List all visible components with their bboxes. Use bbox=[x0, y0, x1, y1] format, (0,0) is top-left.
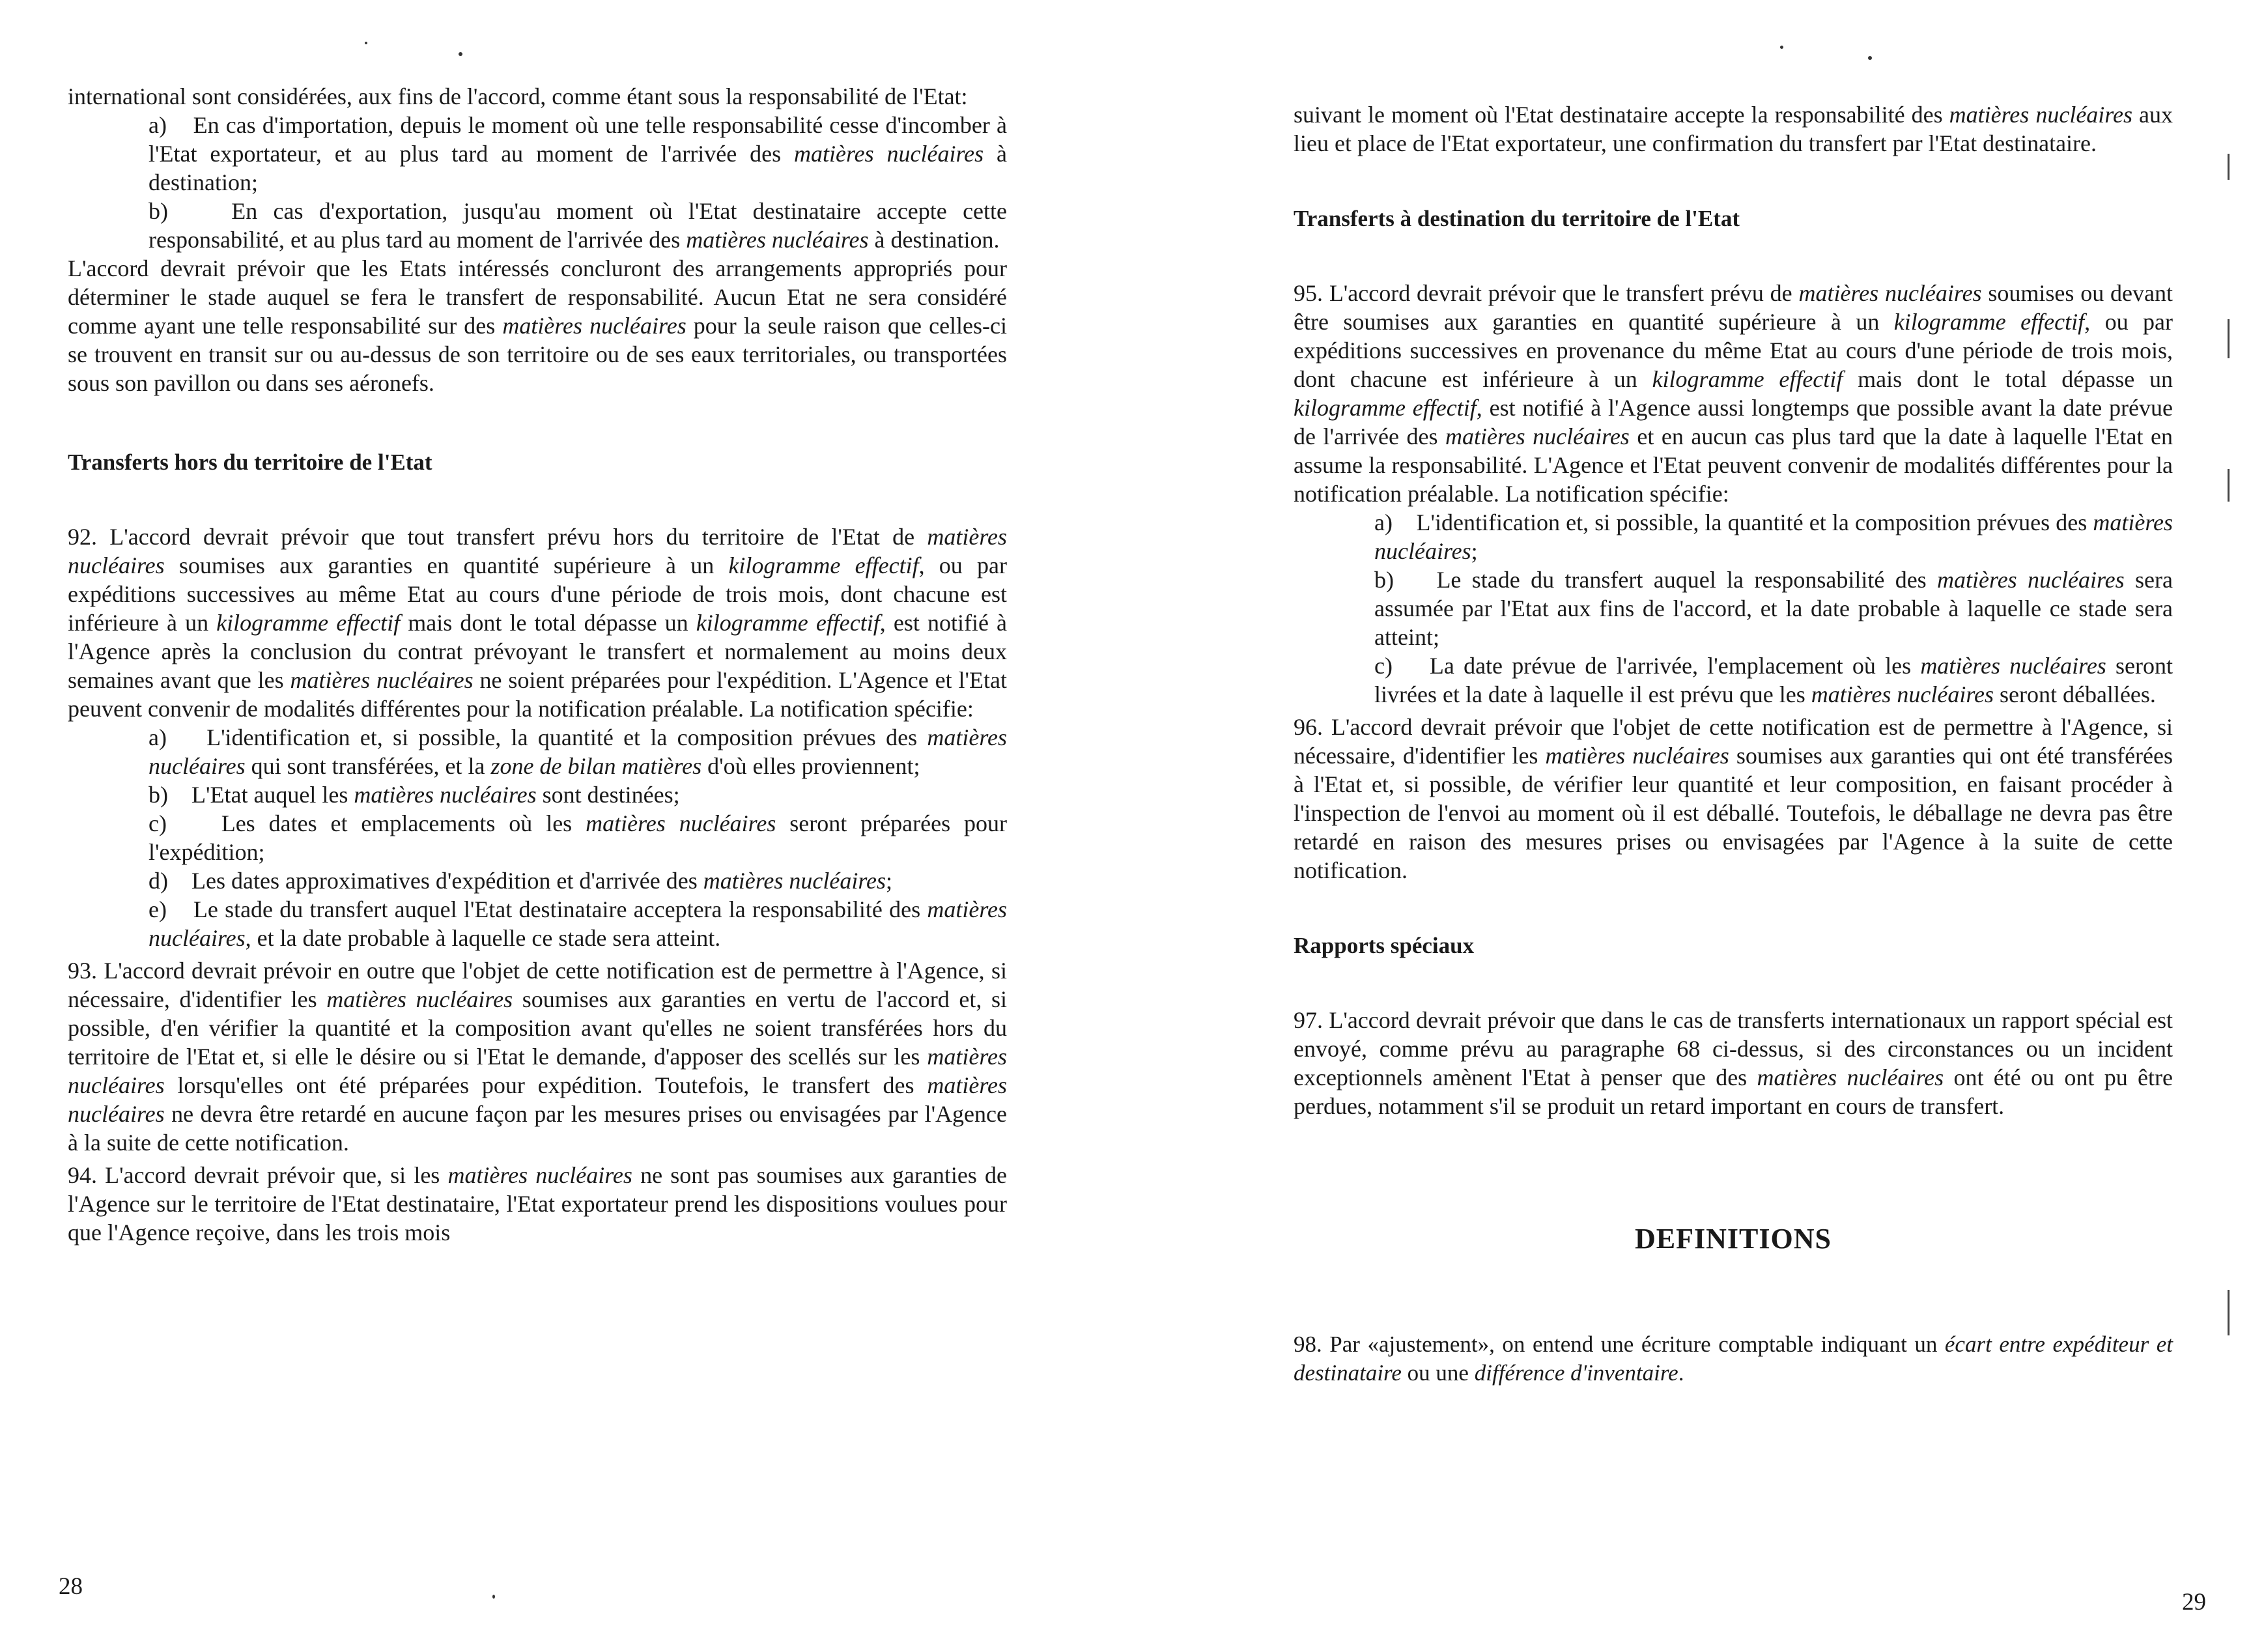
list-item-text: L'identification et, si possible, la quantité et la composition prévues des matières nucléaires; bbox=[1374, 509, 2173, 564]
list-marker: b) bbox=[149, 782, 168, 808]
speck bbox=[459, 52, 462, 56]
list-item-text: Le stade du transfert auquel la responsabilité des matières nucléaires sera assumée par l'Etat aux fins de l'accord, et la date probable à laquelle ce stade sera atteint; bbox=[1374, 567, 2173, 650]
paragraph-98: 98. Par «ajustement», on entend une écriture comptable indiquant un écart entre expéditeur et destinataire ou une différence d'inventaire. bbox=[1294, 1332, 2173, 1386]
list-marker: c) bbox=[1374, 653, 1393, 679]
list-marker: c) bbox=[149, 810, 167, 836]
margin-mark bbox=[2228, 1290, 2230, 1335]
list-marker: a) bbox=[149, 112, 167, 138]
intro-paragraph: international sont considérées, aux fins de l'accord, comme étant sous la responsabilité de l'Etat: bbox=[68, 83, 968, 109]
right-page bbox=[1126, 0, 2251, 1652]
list-item-text: L'Etat auquel les matières nucléaires sont destinées; bbox=[191, 782, 680, 808]
list-marker: a) bbox=[149, 724, 167, 750]
list-item-text: En cas d'importation, depuis le moment où une telle responsabilité cesse d'incomber à l'Etat exportateur, et au plus tard au moment de l'arrivée des matières nucléaires à destination; bbox=[149, 112, 1008, 195]
list-item bbox=[149, 866, 1007, 895]
section-heading: Transferts à destination du territoire de l'Etat bbox=[1294, 206, 1740, 231]
paragraph-95: 95. L'accord devrait prévoir que le transfert prévu de matières nucléaires soumises ou devant être soumises aux garanties en quantité supérieure à un kilogramme effectif, ou par expéditions successives en provenance du même Etat au cours d'une période de trois mois, dont chacune est inférieure à un kilogramme effectif mais dont le total dépasse un kilogramme effectif, est notifié à l'Agence aussi longtemps que possible avant la date prévue de l'arrivée des matières nucléaires et en aucun cas plus tard que la date à laquelle l'Etat en assume la responsabilité. L'Agence et l'Etat peuvent convenir de modalités différentes pour la notification préalable. La notification spécifie: bbox=[1294, 280, 2173, 507]
list-marker: e) bbox=[149, 896, 167, 922]
list-item bbox=[1374, 565, 2173, 651]
margin-mark bbox=[2228, 469, 2230, 502]
left-text-column bbox=[68, 82, 1007, 1247]
list-item-text: Les dates et emplacements où les matières nucléaires seront préparées pour l'expédition; bbox=[149, 810, 1008, 865]
list-item-text: En cas d'exportation, jusqu'au moment où l'Etat destinataire accepte cette responsabilité, et au plus tard au moment de l'arrivée des matières nucléaires à destination. bbox=[149, 198, 1008, 253]
paragraph-96: 96. L'accord devrait prévoir que l'objet de cette notification est de permettre à l'Agence, si nécessaire, d'identifier les matières nucléaires soumises aux garanties qui ont été transférées à l'Etat et, si possible, de vérifier leur quantité et leur composition, en faisant procéder à l'inspection de l'envoi au moment où il est déballé. Toutefois, le déballage ne devra pas être retardé en raison des mesures prises ou envisagées par l'Agence à la suite de cette notification. bbox=[1294, 714, 2173, 883]
paragraph-94: 94. L'accord devrait prévoir que, si les matières nucléaires ne sont pas soumises aux garanties de l'Agence sur le territoire de l'Etat destinataire, l'Etat exportateur prend les dispositions voulues pour que l'Agence reçoive, dans les trois mois bbox=[68, 1162, 1007, 1246]
margin-mark bbox=[2228, 154, 2230, 180]
right-text-column bbox=[1294, 100, 2173, 1388]
list-item bbox=[149, 111, 1007, 197]
paragraph-93: 93. L'accord devrait prévoir en outre que l'objet de cette notification est de permettre à l'Agence, si nécessaire, d'identifier les matières nucléaires soumises aux garanties en vertu de l'accord et, si possible, d'en vérifier la quantité et la composition avant qu'elles ne soient transférées hors du territoire de l'Etat et, si elle le désire ou si l'Etat le demande, d'apposer des scellés sur les matières nucléaires lorsqu'elles ont été préparées pour expédition. Toutefois, le transfert des matières nucléaires ne devra être retardé en aucune façon par les mesures prises ou envisagées par l'Agence à la suite de cette notification. bbox=[68, 958, 1008, 1156]
list-item bbox=[1374, 508, 2173, 565]
list-marker: b) bbox=[149, 198, 168, 224]
section-heading: Rapports spéciaux bbox=[1294, 933, 1475, 958]
list-item-text: L'identification et, si possible, la quantité et la composition prévues des matières nucléaires qui sont transférées, et la zone de bilan matières d'où elles proviennent; bbox=[149, 724, 1008, 779]
page-number: 28 bbox=[59, 1573, 83, 1600]
closing-paragraph: L'accord devrait prévoir que les Etats intéressés concluront des arrangements appropriés pour déterminer le stade auquel se fera le transfert de responsabilité. Aucun Etat ne sera considéré comme ayant une telle responsabilité sur des matières nucléaires pour la seule raison que celles-ci se trouvent en transit sur ou au-dessus de son territoire ou de ses eaux territoriales, ou transportées sous son pavillon ou dans ses aéronefs. bbox=[68, 255, 1008, 396]
speck bbox=[1780, 46, 1783, 49]
paragraph-97: 97. L'accord devrait prévoir que dans le cas de transferts internationaux un rapport spécial est envoyé, comme prévu au paragraphe 68 ci-dessus, si des circonstances ou un incident exceptionnels amènent l'Etat à penser que des matières nucléaires ont été ou ont pu être perdues, notamment s'il se produit un retard important en cours de transfert. bbox=[1294, 1007, 2173, 1119]
speck bbox=[492, 1595, 495, 1599]
speck bbox=[1868, 56, 1872, 60]
continuation-paragraph: suivant le moment où l'Etat destinataire accepte la responsabilité des matières nucléaires aux lieu et place de l'Etat exportateur, une confirmation du transfert par l'Etat destinataire. bbox=[1294, 102, 2173, 156]
page-number: 29 bbox=[2182, 1589, 2206, 1616]
list-marker: b) bbox=[1374, 567, 1394, 593]
list-item bbox=[149, 197, 1007, 254]
definitions-title: DEFINITIONS bbox=[1635, 1223, 1832, 1255]
list-item-text: Les dates approximatives d'expédition et d'arrivée des matières nucléaires; bbox=[191, 868, 892, 894]
list-marker: a) bbox=[1374, 509, 1393, 535]
list-item-text: Le stade du transfert auquel l'Etat destinataire acceptera la responsabilité des matières nucléaires, et la date probable à laquelle ce stade sera atteint. bbox=[149, 896, 1008, 951]
list-item bbox=[149, 723, 1007, 780]
list-item bbox=[149, 809, 1007, 866]
paragraph-92: 92. L'accord devrait prévoir que tout transfert prévu hors du territoire de l'Etat de matières nucléaires soumises aux garanties en quantité supérieure à un kilogramme effectif, ou par expéditions successives au même Etat au cours d'une période de trois mois, dont chacune est inférieure à un kilogramme effectif mais dont le total dépasse un kilogramme effectif, est notifié à l'Agence après la conclusion du contrat prévoyant le transfert et normalement au moins deux semaines avant que les matières nucléaires ne soient préparées pour l'expédition. L'Agence et l'Etat peuvent convenir de modalités différentes pour la notification préalable. La notification spécifie: bbox=[68, 524, 1008, 722]
list-item bbox=[1374, 651, 2173, 709]
list-item-text: La date prévue de l'arrivée, l'emplacement où les matières nucléaires seront livrées et la date à laquelle il est prévu que les matières nucléaires seront déballées. bbox=[1374, 653, 2173, 707]
margin-mark bbox=[2228, 319, 2230, 358]
section-heading: Transferts hors du territoire de l'Etat bbox=[68, 449, 432, 475]
list-item bbox=[149, 780, 1007, 809]
list-marker: d) bbox=[149, 868, 168, 894]
list-item bbox=[149, 895, 1007, 952]
speck bbox=[365, 42, 367, 44]
